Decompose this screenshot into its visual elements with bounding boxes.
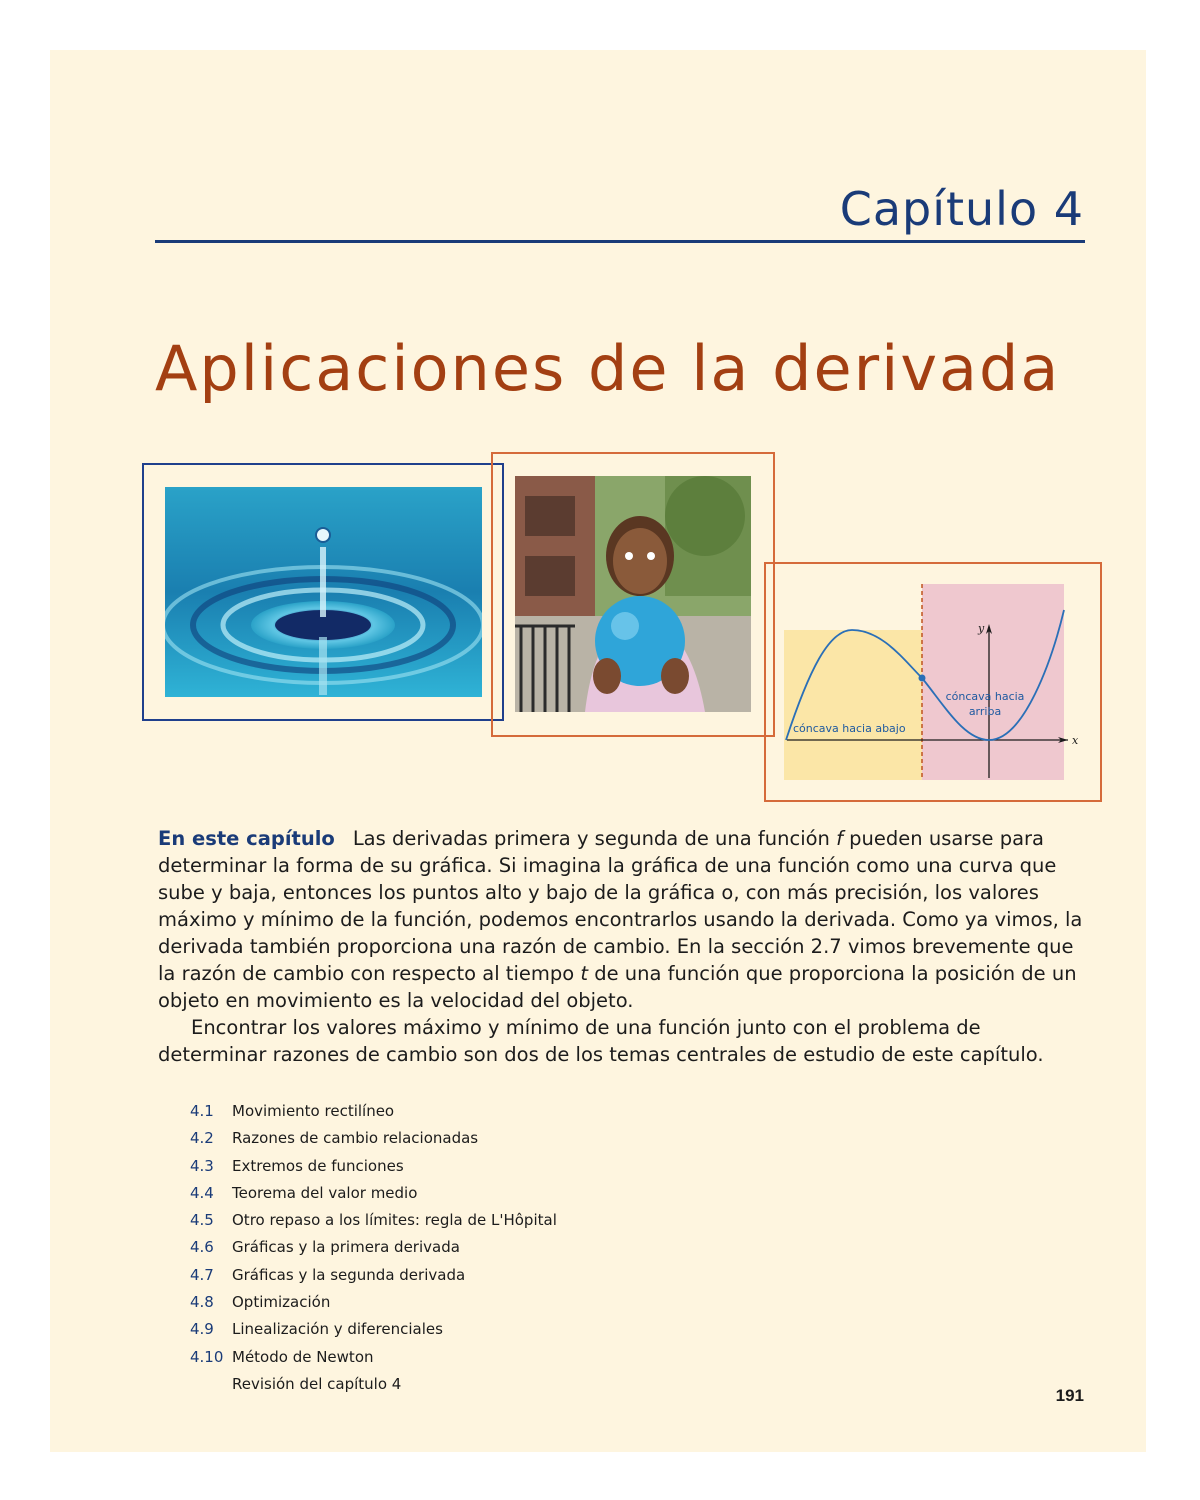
girl-balloon-icon — [515, 476, 751, 712]
intro-text-a: Las derivadas primera y segunda de una función — [352, 827, 837, 850]
chapter-intro — [158, 825, 1088, 1068]
intro-text-b: pueden usarse para determinar la forma de su gráfica. Si imagina la gráfica de una función como una curva que sube y baja, entonces los puntos alto y bajo de la gráfica o, con más precisión, los valores máximo y mínimo de la función, podemos encontrarlos usando la derivada. Como ya vimos, la derivada también proporciona una razón de cambio. En la sección 2.7 vimos brevemente que la razón de cambio con respecto al tiempo — [158, 827, 1083, 985]
x-axis-label: x — [1072, 734, 1079, 747]
book-page — [50, 50, 1146, 1452]
intro-var-f: f — [836, 827, 843, 850]
page-number: 191 — [1055, 1386, 1084, 1405]
concave-down-region — [784, 630, 922, 780]
toc-item[interactable]: 4.4 Teorema del valor medio — [190, 1183, 418, 1202]
concave-down-label: cóncava hacia abajo — [793, 722, 906, 735]
toc-item[interactable]: 4.3 Extremos de funciones — [190, 1156, 404, 1175]
concave-up-label-line1: cóncava hacia — [945, 690, 1025, 703]
toc-item[interactable]: Revisión del capítulo 4 — [232, 1374, 402, 1393]
intro-text-c: de una función que proporciona la posición de un objeto en movimiento es la velocidad del objeto. — [158, 962, 1077, 1012]
intro-lead: En este capítulo — [158, 827, 335, 850]
girl-balloon-photo — [515, 476, 751, 712]
chapter-rule — [155, 240, 1085, 243]
toc-item[interactable]: 4.5 Otro repaso a los límites: regla de L'Hôpital — [190, 1211, 557, 1230]
inflection-point — [919, 675, 926, 682]
toc-item[interactable]: 4.8 Optimización — [190, 1293, 331, 1312]
y-axis-label: y — [978, 622, 985, 635]
toc-item[interactable]: 4.6 Gráficas y la primera derivada — [190, 1238, 460, 1257]
chapter-label: Capítulo 4 — [839, 182, 1084, 236]
water-drop-icon — [165, 487, 482, 697]
concavity-graph-svg — [784, 580, 1084, 790]
concave-up-label-line2: arriba — [968, 705, 1002, 718]
concave-up-region — [922, 584, 1064, 780]
toc-item[interactable]: 4.1 Movimiento rectilíneo — [190, 1102, 395, 1120]
toc-item[interactable]: 4.7 Gráficas y la segunda derivada — [190, 1265, 466, 1284]
intro-paragraph-1 — [158, 825, 1088, 1014]
toc-item[interactable]: 4.2 Razones de cambio relacionadas — [190, 1129, 479, 1148]
chapter-title: Aplicaciones de la derivada — [155, 332, 1061, 405]
intro-var-t: t — [580, 962, 589, 985]
chapter-toc — [190, 1098, 790, 1398]
concavity-graph — [784, 580, 1084, 790]
water-drop-photo — [165, 487, 482, 697]
toc-item[interactable]: 4.10 Método de Newton — [190, 1347, 374, 1366]
toc-item[interactable]: 4.9 Linealización y diferenciales — [190, 1320, 443, 1339]
intro-paragraph-2: Encontrar los valores máximo y mínimo de una función junto con el problema de determinar razones de cambio son dos de los temas centrales de estudio de este capítulo. — [158, 1016, 1044, 1066]
